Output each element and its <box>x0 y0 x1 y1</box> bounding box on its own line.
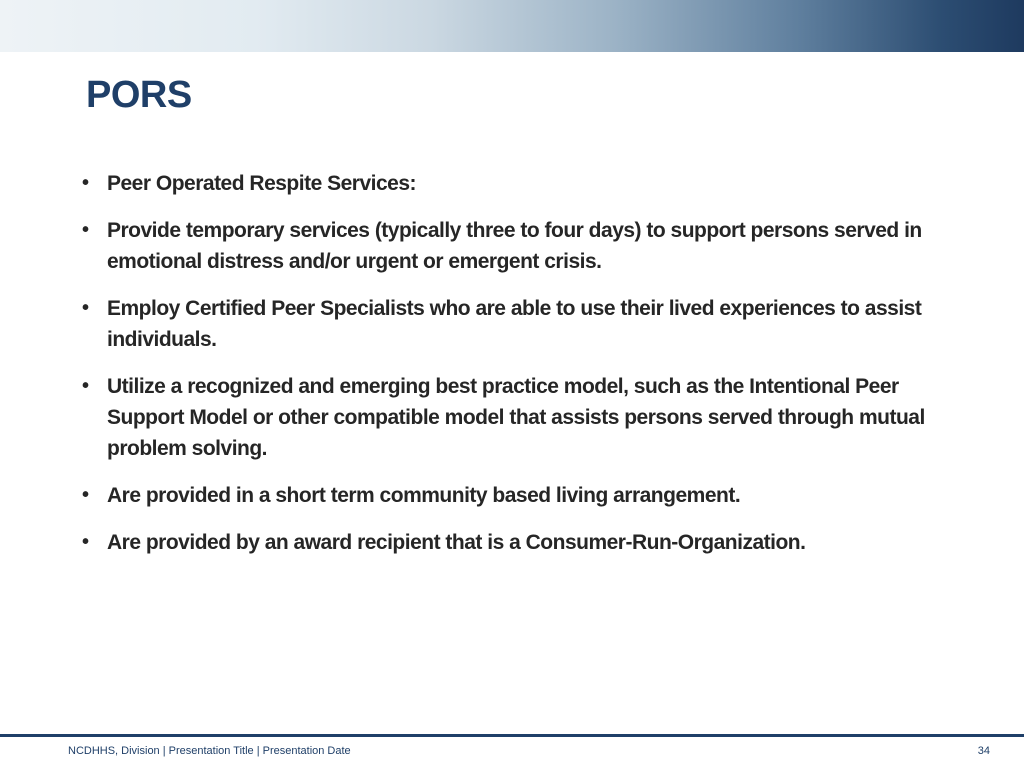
bullet-item-peer-operated <box>80 168 960 199</box>
bullet-item-award-recipient <box>80 527 960 558</box>
bullet-text: Utilize a recognized and emerging best practice model, such as the Intentional Peer Support Model or other compatible model that assists persons served through mutual problem solving. <box>107 375 925 460</box>
bullet-text: Employ Certified Peer Specialists who are able to use their lived experiences to assist individuals. <box>107 297 922 351</box>
bullet-item-living-arrangement <box>80 480 960 511</box>
bullet-dot-icon: • <box>82 297 89 319</box>
bullet-text: Are provided by an award recipient that is a Consumer-Run-Organization. <box>107 531 806 554</box>
bullet-text: Peer Operated Respite Services: <box>107 172 416 195</box>
bullet-dot-icon: • <box>82 219 89 241</box>
bullet-list <box>80 168 960 574</box>
bullet-dot-icon: • <box>82 531 89 553</box>
bullet-item-peer-specialists <box>80 293 960 355</box>
footer-text: NCDHHS, Division | Presentation Title | Presentation Date <box>68 745 351 757</box>
bullet-dot-icon: • <box>82 172 89 194</box>
bullet-text: Provide temporary services (typically three to four days) to support persons served in emotional distress and/or urgent or emergent crisis. <box>107 219 922 273</box>
bullet-item-best-practice-model <box>80 371 960 464</box>
bullet-dot-icon: • <box>82 375 89 397</box>
page-number: 34 <box>977 745 990 757</box>
bullet-text: Are provided in a short term community based living arrangement. <box>107 484 741 507</box>
slide-title: PORS <box>86 74 192 116</box>
top-gradient-banner <box>0 0 1024 52</box>
footer-divider <box>0 734 1024 737</box>
bullet-dot-icon: • <box>82 484 89 506</box>
bullet-item-temporary-services <box>80 215 960 277</box>
